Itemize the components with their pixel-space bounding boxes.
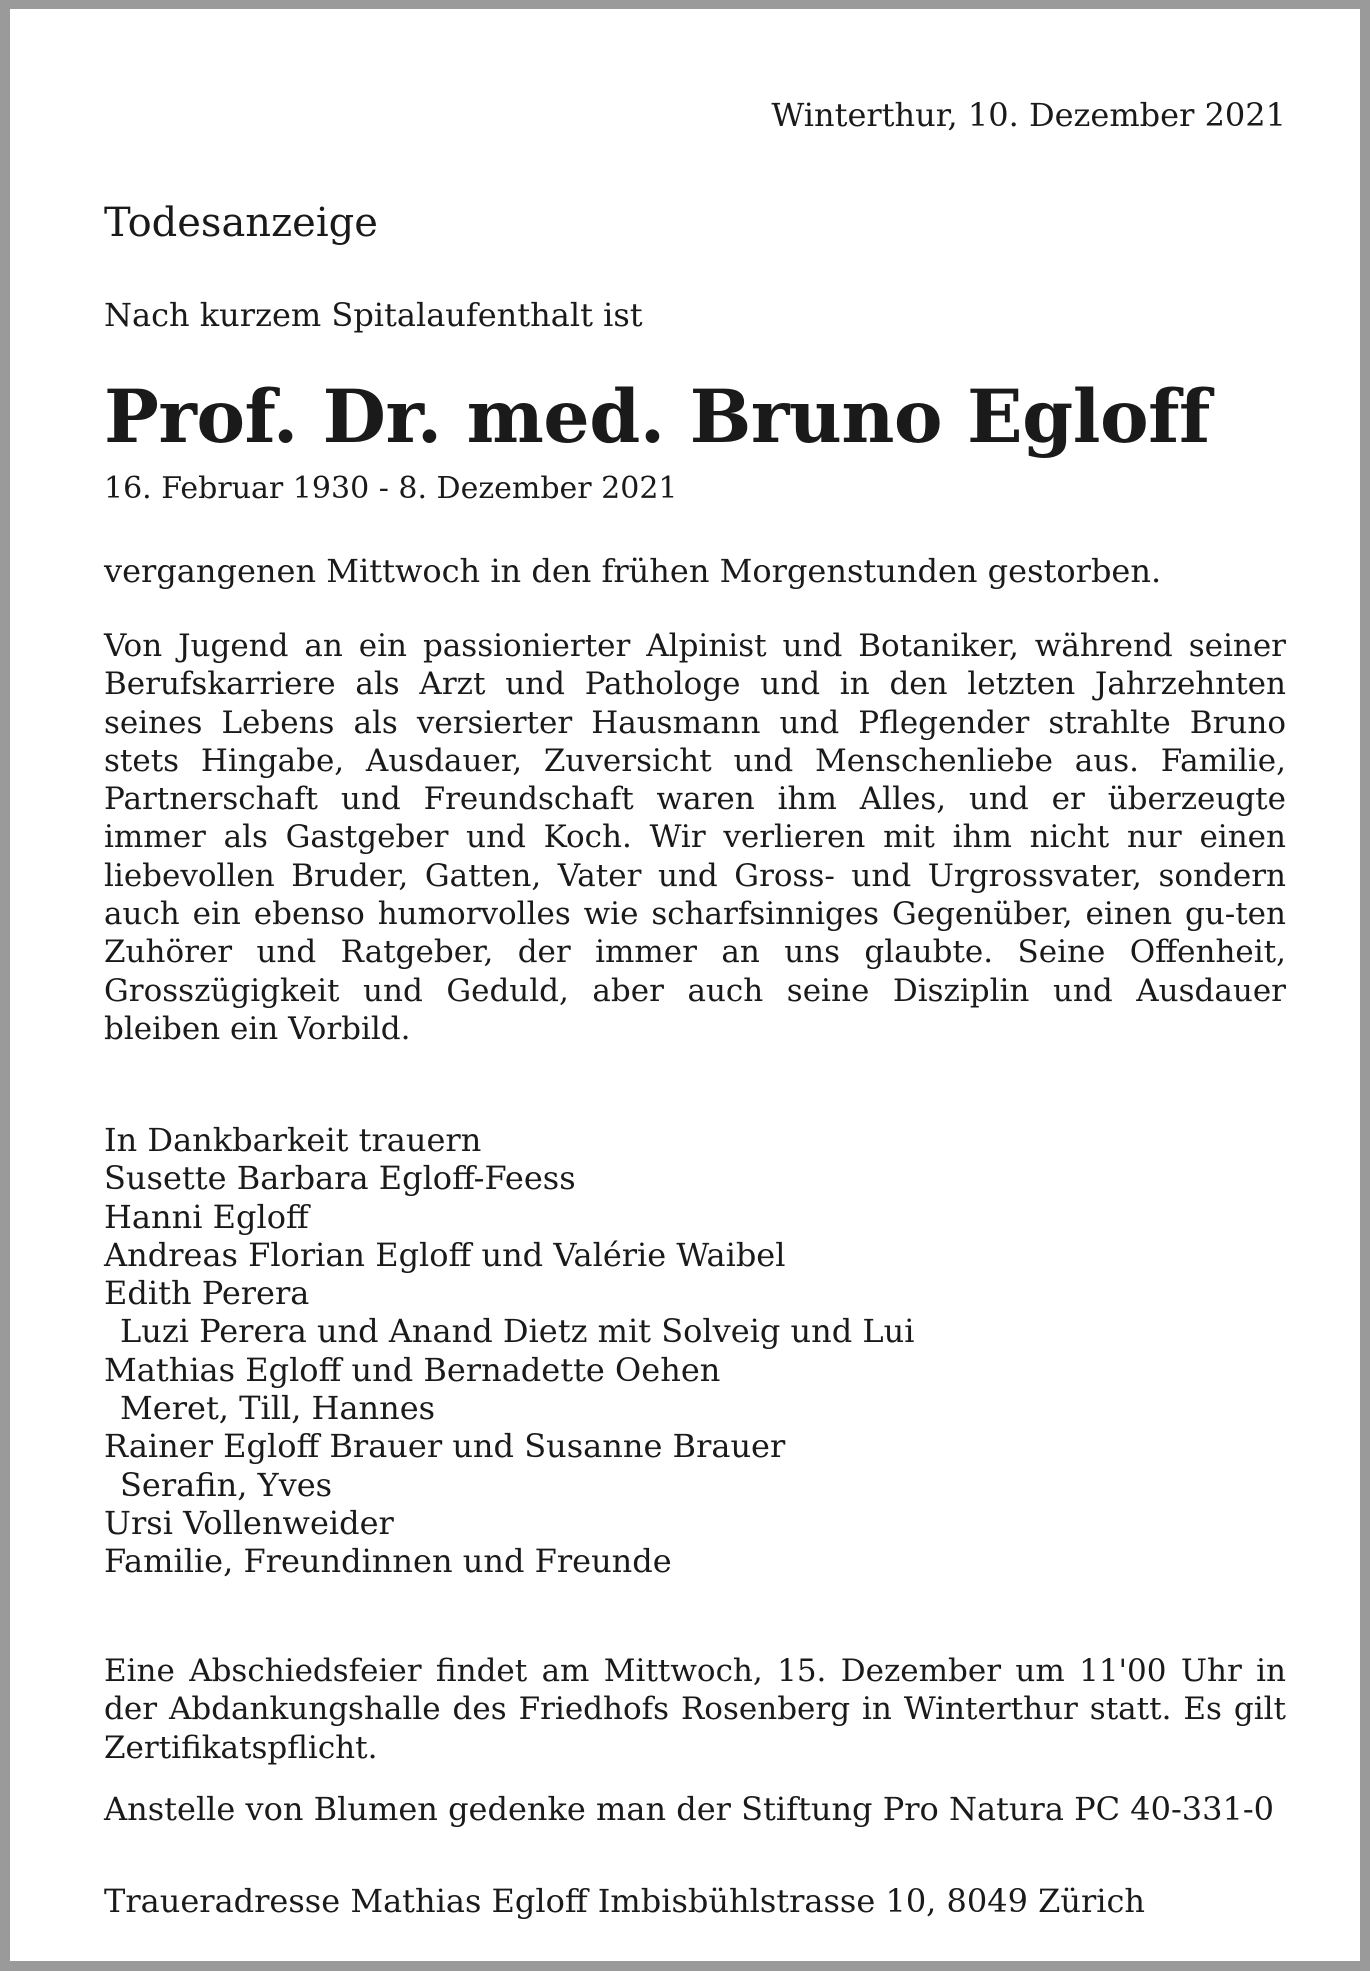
life-dates: 16. Februar 1930 - 8. Dezember 2021 [104, 471, 678, 506]
mourner-name-child: Serafin, Yves [120, 1465, 333, 1504]
mourner-name: Rainer Egloff Brauer und Susanne Brauer [104, 1427, 786, 1466]
mourner-name: Mathias Egloff und Bernadette Oehen [104, 1350, 721, 1389]
passing-statement: vergangenen Mittwoch in den frühen Morgenstunden gestorben. [104, 552, 1162, 590]
mourner-name: Hanni Egloff [104, 1197, 309, 1236]
donation-note: Anstelle von Blumen gedenke man der Stiftung Pro Natura PC 40-331-0 [104, 1790, 1275, 1828]
ceremony-details: Eine Abschiedsfeier findet am Mittwoch, 15. Dezember um 11'00 Uhr in der Abdankungshalle des Friedhofs Rosenberg in Winterthur statt. Es gilt Zertifikatspflicht. [104, 1653, 1286, 1766]
mourner-name: Susette Barbara Egloff-Feess [104, 1159, 576, 1198]
mourner-name-child: Meret, Till, Hannes [120, 1389, 436, 1428]
mourner-name: Ursi Vollenweider [104, 1503, 394, 1542]
mourner-name: Edith Perera [104, 1274, 310, 1313]
notice-title: Todesanzeige [104, 200, 378, 246]
mourner-name-child: Luzi Perera und Anand Dietz mit Solveig und Lui [120, 1312, 915, 1351]
mourner-name: Familie, Freundinnen und Freunde [104, 1542, 672, 1581]
notice-intro: Nach kurzem Spitalaufenthalt ist [104, 296, 643, 334]
mourners-list [104, 1121, 915, 1581]
biography-paragraph: Von Jugend an ein passionierter Alpinist und Botaniker, während seiner Berufskarriere als Arzt und Pathologe und in den letzten Jahrzehnten seines Lebens als versierter Hausmann und Pflegender strahlte Bruno stets Hingabe, Ausdauer, Zuversicht und Menschenliebe aus. Familie, Partnerschaft und Freundschaft waren ihm Alles, und er überzeugte immer als Gastgeber und Koch. Wir verlieren mit ihm nicht nur einen liebevollen Bruder, Gatten, Vater und Gross- und Urgrossvater, sondern auch ein ebenso humorvolles wie scharfsinniges Gegenüber, einen gu-ten Zuhörer und Ratgeber, der immer an uns glaubte. Seine Offenheit, Grosszügigkeit und Geduld, aber auch seine Disziplin und Ausdauer bleiben ein Vorbild. [104, 628, 1286, 1047]
mourners-intro: In Dankbarkeit trauern [104, 1121, 482, 1159]
mourning-address: Traueradresse Mathias Egloff Imbisbühlstrasse 10, 8049 Zürich [104, 1882, 1146, 1920]
deceased-name: Prof. Dr. med. Bruno Egloff [104, 374, 1210, 460]
place-date: Winterthur, 10. Dezember 2021 [771, 96, 1286, 134]
mourner-name: Andreas Florian Egloff und Valérie Waibel [104, 1235, 786, 1274]
